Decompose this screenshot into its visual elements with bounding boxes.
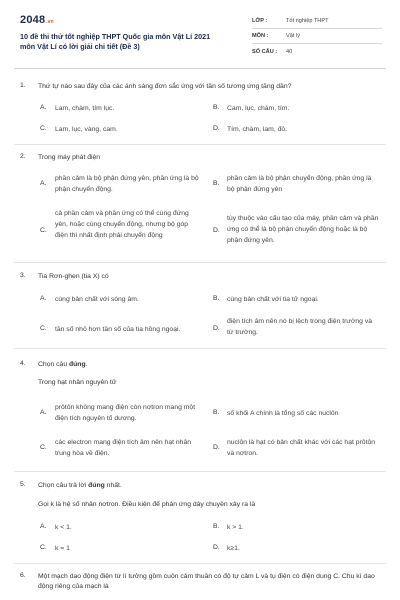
question-separator [14,144,386,145]
option-letter[interactable]: B. [213,104,220,111]
option-text[interactable]: k > 1. [227,524,244,531]
option-letter[interactable]: C. [40,444,47,451]
meta-key: LỚP : [252,18,268,24]
text-part: . [85,361,88,368]
option-text[interactable]: cùng bản chất với tia tử ngoại. [227,296,319,303]
meta-value: 40 [286,48,293,55]
site-logo[interactable] [20,14,54,26]
question-separator [14,262,386,263]
logo-suffix: .vn [46,19,54,25]
question-number: 4. [20,360,26,367]
meta-value: Vật lý [286,33,300,39]
option-text[interactable]: điện tích âm nên nó bị lệch trong điện trường và từ trường. [227,318,373,336]
question-subtext: Gọi k là hệ số nhân nơtron. Điều kiện để phản ứng dây chuyền xảy ra là [38,501,256,508]
option-letter[interactable]: A. [40,295,47,302]
option-letter[interactable]: B. [213,180,220,187]
question-separator [14,348,386,349]
option-letter[interactable]: A. [40,523,47,530]
option-letter[interactable]: B. [213,409,220,416]
option-text[interactable]: phần cảm là bộ phận đứng yên, phần ứng là bộ phận chuyển động. [55,175,199,193]
option-text[interactable]: tần số nhỏ hơn tần số của tia hồng ngoại. [55,326,181,333]
document-title [20,32,220,52]
question-number: 3. [20,272,26,279]
option-text[interactable]: Cam, lục, chàm, tím. [227,105,290,112]
question-number: 6. [20,572,26,579]
option-letter[interactable]: D. [213,444,220,451]
meta-row-subject [252,29,382,44]
option-text[interactable]: tùy thuộc vào cấu tạo của máy, phần cảm và phần ứng có thể là bộ phận chuyển động hoặc là bộ phận đứng yên. [227,215,379,244]
option-text[interactable]: k < 1. [55,524,72,531]
meta-key: SỐ CÂU : [252,48,278,55]
text-part: nhất. [104,482,122,489]
option-text[interactable]: k≥1. [227,545,240,552]
option-letter[interactable]: A. [40,104,47,111]
option-text[interactable]: prôtôn không mang điện còn nơtron mang một điện tích nguyên tố dương. [55,404,196,422]
option-text[interactable]: cả phần cảm và phần ứng có thể cùng đứng yên, hoặc cùng chuyển động, nhưng bộ góp điện thì nhất định phải chuyển động [55,210,189,239]
option-letter[interactable]: B. [213,295,220,302]
option-letter[interactable]: B. [213,523,220,530]
option-letter[interactable]: D. [213,227,220,234]
question-text [38,481,378,491]
question-text [38,360,378,370]
text-emphasis: đúng [88,482,105,489]
option-letter[interactable]: C. [40,227,47,234]
text-part: Chọn câu [38,361,69,368]
option-letter[interactable]: C. [40,125,47,132]
header-divider [14,68,386,69]
meta-row-count [252,44,382,59]
exam-meta-table [252,14,382,59]
option-text[interactable]: nuclôn là hạt có bản chất khác với các hạt prôtôn và nơtron. [227,439,376,457]
option-text[interactable]: các electron mang điện tích âm nên hạt nhân trung hòa về điện. [55,439,192,457]
title-line-1: 10 đề thi thử tốt nghiệp THPT Quốc gia môn Vật Lí 2021 [20,32,211,41]
title-line-2: môn Vật Lí có lời giải chi tiết (Đề 3) [20,42,140,51]
question-number: 1. [20,82,26,89]
option-text[interactable]: Tím, chàm, lam, đỏ. [227,126,288,133]
option-letter[interactable]: D. [213,125,220,132]
text-part: Chọn câu trả lời [38,482,89,489]
meta-key: MÔN : [252,33,269,39]
question-text: Một mạch dao động điện từ lí tưởng gồm cuộn cảm thuần có độ tự cảm L và tụ điện có điện dung C. Chu kì dao động riêng của mạch là [38,573,375,590]
option-letter[interactable]: A. [40,180,47,187]
option-text[interactable]: k = 1 [55,545,70,552]
meta-value: Tốt nghiệp THPT [286,18,329,24]
option-text[interactable]: Lam, chàm, tím lục. [55,105,115,112]
question-text: Trong máy phát điện [38,154,101,161]
option-text[interactable]: cùng bản chất với sóng âm. [55,296,139,303]
option-letter[interactable]: D. [213,544,220,551]
option-letter[interactable]: D. [213,325,220,332]
question-number: 2. [20,153,26,160]
question-number: 5. [20,481,26,488]
question-text: Thứ tự nào sau đây của các ánh sáng đơn sắc ứng với tần số tương ứng tăng dần? [38,83,292,90]
meta-row-class [252,14,382,29]
question-subtext: Trong hạt nhân nguyên tử [38,379,117,386]
option-text[interactable]: số khối A chính là tổng số các nuclôn [227,410,339,417]
option-letter[interactable]: C. [40,544,47,551]
text-emphasis: đúng [68,361,86,368]
question-text: Tia Rơn-ghen (tia X) có [38,273,109,280]
option-text[interactable]: Lam, lục, vàng, cam. [55,126,118,133]
document-header [0,0,400,62]
option-letter[interactable]: A. [40,409,47,416]
option-text[interactable]: phần cảm là bộ phận chuyển động, phần ứng là bộ phận đứng yên [227,175,372,193]
question-separator [14,471,386,472]
question-separator [14,563,386,564]
logo-number: 2048 [20,14,46,26]
option-letter[interactable]: C. [40,325,47,332]
